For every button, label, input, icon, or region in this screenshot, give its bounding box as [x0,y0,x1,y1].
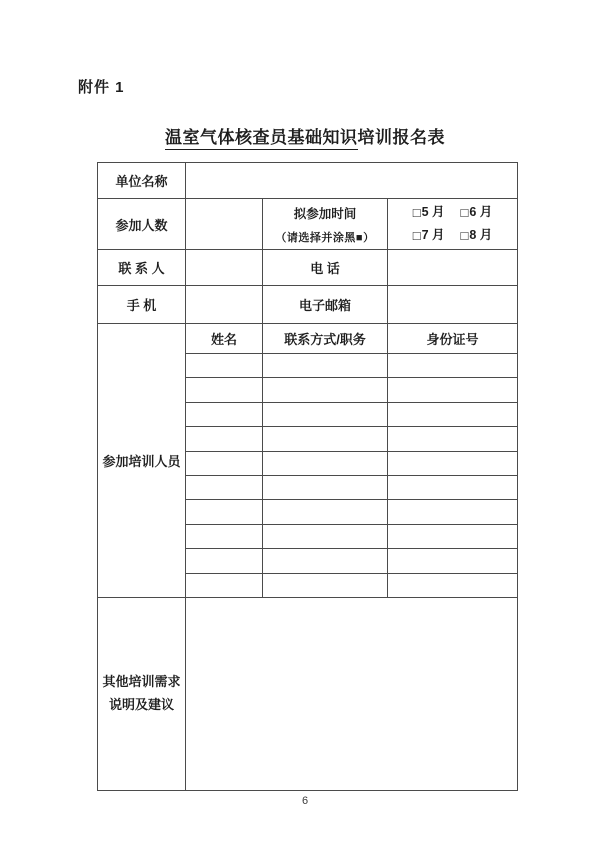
trainee-name-cell[interactable] [186,524,263,548]
intended-time-label-cell [263,199,388,250]
trainee-column-contact: 联系方式/职务 [263,324,388,354]
email-label: 电子邮箱 [263,286,388,324]
trainees-section-label: 参加培训人员 [98,324,186,598]
checkbox-icon: □ [460,205,469,220]
other-needs-input-cell[interactable] [186,597,518,790]
other-needs-row [98,597,518,790]
trainee-name-cell[interactable] [186,500,263,524]
participant-count-input-cell[interactable] [186,199,263,250]
trainee-name-cell[interactable] [186,451,263,475]
unit-name-row [98,163,518,199]
trainee-contact-cell[interactable] [263,402,388,426]
contact-input-cell[interactable] [186,250,263,286]
trainee-id-cell[interactable] [388,378,518,402]
trainee-column-id: 身份证号 [388,324,518,354]
unit-name-label: 单位名称 [98,163,186,199]
trainee-name-cell[interactable] [186,475,263,499]
email-input-cell[interactable] [388,286,518,324]
title-rest-text: 培训报名表 [357,128,445,147]
phone-label: 电 话 [263,250,388,286]
trainee-contact-cell[interactable] [263,475,388,499]
month-option-august[interactable] [461,229,493,242]
checkbox-icon: □ [412,205,421,220]
trainee-id-cell[interactable] [388,500,518,524]
trainee-contact-cell[interactable] [263,451,388,475]
trainee-id-cell[interactable] [388,549,518,573]
trainee-contact-cell[interactable] [263,500,388,524]
trainee-name-cell[interactable] [186,402,263,426]
month-option-july[interactable] [413,229,445,242]
page-number: 6 [301,795,309,807]
contact-row [98,250,518,286]
checkbox-icon: □ [460,228,469,243]
trainee-name-cell[interactable] [186,378,263,402]
month-option-may[interactable] [413,206,445,219]
mobile-row [98,286,518,324]
checkbox-icon: □ [412,228,421,243]
other-needs-label-line2: 说明及建议 [108,696,174,712]
trainee-header-row [98,324,518,354]
mobile-label: 手 机 [98,286,186,324]
month-options-cell [388,199,518,250]
trainee-name-cell[interactable] [186,427,263,451]
month-option-label: 8 月 [469,228,493,243]
other-needs-label [98,597,186,790]
mobile-input-cell[interactable] [186,286,263,324]
trainee-id-cell[interactable] [388,402,518,426]
intended-time-note: （请选择并涂黑■） [275,231,375,244]
trainee-contact-cell[interactable] [263,378,388,402]
page-title [0,123,610,148]
trainee-contact-cell[interactable] [263,427,388,451]
month-option-label: 5 月 [421,205,445,220]
trainee-id-cell[interactable] [388,475,518,499]
attachment-label: 附件 1 [78,79,125,96]
trainee-contact-cell[interactable] [263,549,388,573]
month-option-june[interactable] [461,206,493,219]
trainee-contact-cell[interactable] [263,573,388,597]
trainee-id-cell[interactable] [388,451,518,475]
phone-input-cell[interactable] [388,250,518,286]
trainee-id-cell[interactable] [388,573,518,597]
contact-label: 联 系 人 [98,250,186,286]
intended-time-label: 拟参加时间 [293,206,357,221]
trainee-id-cell[interactable] [388,427,518,451]
unit-name-input-cell[interactable] [186,163,518,199]
month-option-label: 6 月 [469,205,493,220]
trainee-column-name: 姓名 [186,324,263,354]
trainee-name-cell[interactable] [186,573,263,597]
registration-form-table [97,162,518,791]
participant-count-label: 参加人数 [98,199,186,250]
title-underlined-text: 温室气体核查员基础知识 [165,128,358,150]
other-needs-label-line1: 其他培训需求 [102,674,181,690]
trainee-contact-cell[interactable] [263,524,388,548]
trainee-id-cell[interactable] [388,524,518,548]
trainee-name-cell[interactable] [186,549,263,573]
trainee-contact-cell[interactable] [263,354,388,378]
trainee-name-cell[interactable] [186,354,263,378]
month-option-label: 7 月 [421,228,445,243]
trainee-id-cell[interactable] [388,354,518,378]
participant-count-row [98,199,518,250]
